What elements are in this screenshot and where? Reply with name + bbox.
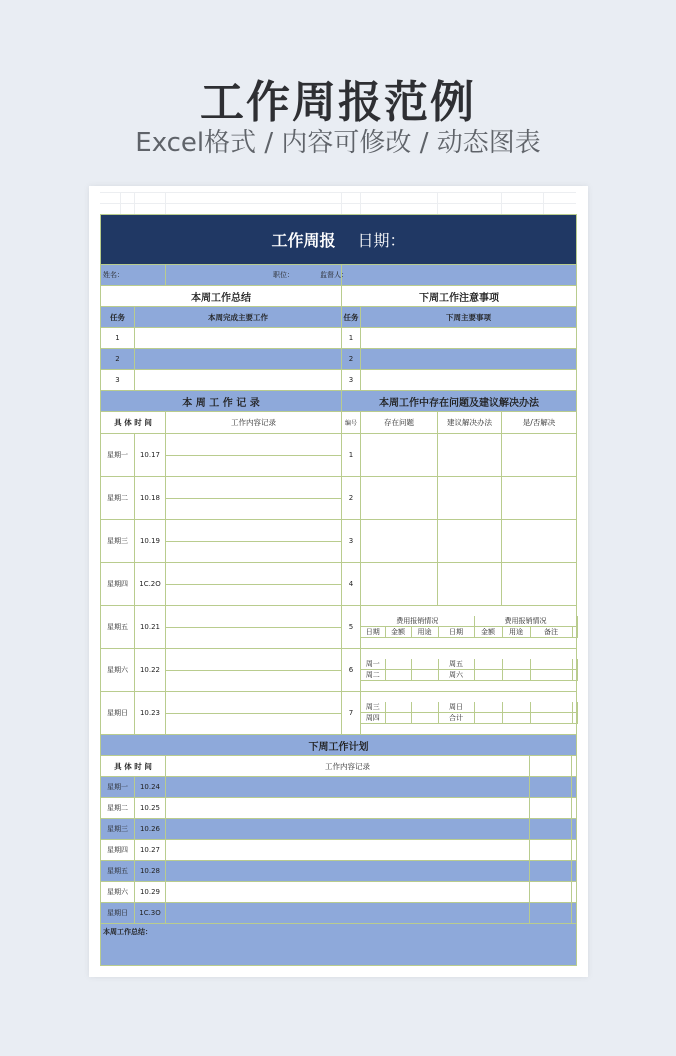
next-plan-content-header: 工作内容记录 [166, 756, 530, 777]
expense-day-left: 周四 [361, 713, 385, 724]
exp-col-use: 用途 [411, 627, 438, 638]
plan-extra[interactable] [530, 861, 572, 882]
plan-date: 10.24 [135, 777, 166, 798]
record-line-top[interactable] [166, 498, 341, 499]
weekly-report-table [100, 214, 577, 966]
record-date: 10.18 [135, 477, 166, 520]
record-content[interactable] [166, 649, 342, 692]
expense-cell[interactable] [474, 713, 502, 724]
issue-no: 4 [342, 563, 361, 606]
next-plan-row [101, 861, 577, 882]
spreadsheet-grid-top [100, 192, 576, 214]
record-row [101, 477, 577, 520]
expense-block [361, 649, 577, 692]
plan-extra[interactable] [572, 882, 577, 903]
solution-cell[interactable] [438, 434, 502, 477]
plan-extra[interactable] [530, 882, 572, 903]
plan-content[interactable] [166, 819, 530, 840]
plan-extra[interactable] [572, 840, 577, 861]
plan-extra[interactable] [530, 819, 572, 840]
expense-cell[interactable] [411, 670, 438, 681]
plan-date: 1C.3O [135, 903, 166, 924]
record-content[interactable] [166, 692, 342, 735]
record-date: 10.22 [135, 649, 166, 692]
no-col-header: 编号 [342, 412, 361, 434]
issue-no: 6 [342, 649, 361, 692]
plan-extra[interactable] [572, 777, 577, 798]
expense-day-left: 周一 [361, 659, 385, 670]
summary-row-no: 1 [101, 328, 135, 349]
supervisor-field[interactable] [320, 265, 577, 286]
issue-col-header: 存在问题 [361, 412, 438, 434]
date-label: 日期： [357, 231, 406, 250]
expense-cell[interactable] [474, 659, 502, 670]
exp-col-amount: 金额 [474, 627, 502, 638]
plan-extra[interactable] [572, 798, 577, 819]
exp-col-remark: 备注 [530, 627, 572, 638]
solution-cell[interactable] [438, 520, 502, 563]
exp-col-date: 日期 [438, 627, 474, 638]
record-content[interactable] [166, 563, 342, 606]
expense-cell[interactable] [385, 670, 411, 681]
record-day: 星期三 [101, 520, 135, 563]
plan-day: 星期日 [101, 903, 135, 924]
expense-cell[interactable] [474, 670, 502, 681]
record-date: 10.19 [135, 520, 166, 563]
task-col-header: 任务 [101, 307, 135, 328]
record-row [101, 692, 577, 735]
issue-no: 3 [342, 520, 361, 563]
issue-cell[interactable] [361, 434, 438, 477]
position-field[interactable] [166, 265, 342, 286]
plan-extra[interactable] [572, 861, 577, 882]
exp-spacer [572, 627, 577, 638]
notes-row-no: 2 [342, 349, 361, 370]
plan-content[interactable] [166, 777, 530, 798]
record-day: 星期六 [101, 649, 135, 692]
record-date: 10.17 [135, 434, 166, 477]
next-plan-extra-col [530, 756, 572, 777]
record-row [101, 649, 577, 692]
exp-col-date: 日期 [361, 627, 385, 638]
expense-cell[interactable] [502, 659, 530, 670]
plan-extra[interactable] [530, 840, 572, 861]
next-plan-row [101, 882, 577, 903]
notes-cell[interactable] [361, 370, 577, 391]
issue-no: 1 [342, 434, 361, 477]
supervisor-label: 监督人： [320, 271, 348, 279]
expense-block [361, 692, 577, 735]
name-field[interactable]: 姓名： [101, 265, 166, 286]
expense-cell[interactable] [411, 713, 438, 724]
notes-cell[interactable] [361, 349, 577, 370]
record-day: 星期一 [101, 434, 135, 477]
main-done-header: 本周完成主要工作 [135, 307, 342, 328]
summary-cell[interactable] [135, 370, 342, 391]
expense-cell[interactable] [502, 670, 530, 681]
record-line-top[interactable] [166, 455, 341, 456]
record-line-top[interactable] [166, 670, 341, 671]
record-day: 星期二 [101, 477, 135, 520]
expense-cell[interactable] [530, 702, 572, 713]
issue-cell[interactable] [361, 563, 438, 606]
record-content[interactable] [166, 520, 342, 563]
next-plan-row [101, 903, 577, 924]
plan-extra[interactable] [572, 819, 577, 840]
next-plan-row [101, 777, 577, 798]
expense-cell[interactable] [530, 659, 572, 670]
week-summary-field[interactable]: 本周工作总结： [101, 924, 577, 966]
plan-content[interactable] [166, 882, 530, 903]
plan-date: 10.29 [135, 882, 166, 903]
expense-day-right: 合计 [438, 713, 474, 724]
next-plan-time-header: 具 体 时 间 [101, 756, 166, 777]
record-line-top[interactable] [166, 541, 341, 542]
task-col-header-right: 任务 [342, 307, 361, 328]
expense-cell[interactable] [411, 659, 438, 670]
plan-content[interactable] [166, 798, 530, 819]
expense-cell[interactable] [411, 702, 438, 713]
expense-day-left: 周二 [361, 670, 385, 681]
summary-title: 本周工作总结 [101, 286, 342, 307]
record-row [101, 563, 577, 606]
plan-date: 10.28 [135, 861, 166, 882]
next-plan-row [101, 819, 577, 840]
expense-title-left: 费用报销情况 [361, 616, 474, 627]
plan-day: 星期三 [101, 819, 135, 840]
record-date: 1C.2O [135, 563, 166, 606]
plan-content[interactable] [166, 903, 530, 924]
plan-day: 星期四 [101, 840, 135, 861]
expense-day-left: 周三 [361, 702, 385, 713]
expense-day-right: 周五 [438, 659, 474, 670]
plan-extra[interactable] [530, 903, 572, 924]
issue-no: 2 [342, 477, 361, 520]
plan-day: 星期五 [101, 861, 135, 882]
exp-col-use: 用途 [502, 627, 530, 638]
plan-extra[interactable] [530, 798, 572, 819]
next-notes-title: 下周工作注意事项 [342, 286, 577, 307]
next-plan-row [101, 798, 577, 819]
record-day: 星期日 [101, 692, 135, 735]
plan-content[interactable] [166, 840, 530, 861]
content-col-header: 工作内容记录 [166, 412, 342, 434]
plan-extra[interactable] [530, 777, 572, 798]
record-row [101, 606, 577, 649]
next-plan-extra-col [572, 756, 577, 777]
next-plan-title: 下周工作计划 [101, 735, 577, 756]
notes-cell[interactable] [361, 328, 577, 349]
hero-subtitle: Excel格式 / 内容可修改 / 动态图表 [135, 128, 541, 158]
plan-day: 星期二 [101, 798, 135, 819]
exp-spacer [572, 670, 577, 681]
record-title: 本 周 工 作 记 录 [101, 391, 342, 412]
record-content[interactable] [166, 477, 342, 520]
expense-cell[interactable] [385, 659, 411, 670]
solution-col-header: 建议解决办法 [438, 412, 502, 434]
plan-content[interactable] [166, 861, 530, 882]
report-title: 工作周报 [271, 231, 336, 250]
plan-date: 10.27 [135, 840, 166, 861]
resolved-cell[interactable] [502, 520, 577, 563]
record-line-top[interactable] [166, 713, 341, 714]
exp-col-amount: 金额 [385, 627, 411, 638]
notes-row-no: 1 [342, 328, 361, 349]
plan-date: 10.25 [135, 798, 166, 819]
summary-cell[interactable] [135, 328, 342, 349]
time-col-header: 具 体 时 间 [101, 412, 166, 434]
expense-title-right: 费用报销情况 [474, 616, 577, 627]
expense-day-right: 周六 [438, 670, 474, 681]
exp-spacer [572, 713, 577, 724]
solution-cell[interactable] [438, 563, 502, 606]
next-main-header: 下周主要事项 [361, 307, 577, 328]
next-plan-row [101, 840, 577, 861]
position-label: 职位： [273, 271, 294, 279]
issue-no: 7 [342, 692, 361, 735]
expense-cell[interactable] [502, 713, 530, 724]
issue-cell[interactable] [361, 477, 438, 520]
plan-day: 星期六 [101, 882, 135, 903]
record-date: 10.21 [135, 606, 166, 649]
notes-row-no: 3 [342, 370, 361, 391]
record-day: 星期四 [101, 563, 135, 606]
report-header [101, 215, 577, 265]
summary-cell[interactable] [135, 349, 342, 370]
expense-cell[interactable] [530, 670, 572, 681]
solution-cell[interactable] [438, 477, 502, 520]
record-line-top[interactable] [166, 627, 341, 628]
record-date: 10.23 [135, 692, 166, 735]
issue-no: 5 [342, 606, 361, 649]
issues-title: 本周工作中存在问题及建议解决办法 [342, 391, 577, 412]
expense-block [361, 606, 577, 649]
record-day: 星期五 [101, 606, 135, 649]
hero-title: 工作周报范例 [200, 77, 476, 128]
exp-spacer [572, 659, 577, 670]
expense-day-right: 周日 [438, 702, 474, 713]
expense-cell[interactable] [385, 713, 411, 724]
expense-cell[interactable] [502, 702, 530, 713]
record-row [101, 520, 577, 563]
issue-cell[interactable] [361, 520, 438, 563]
resolved-cell[interactable] [502, 563, 577, 606]
plan-date: 10.26 [135, 819, 166, 840]
summary-row-no: 2 [101, 349, 135, 370]
summary-row-no: 3 [101, 370, 135, 391]
record-line-top[interactable] [166, 584, 341, 585]
record-row [101, 434, 577, 477]
resolved-cell[interactable] [502, 434, 577, 477]
record-content[interactable] [166, 434, 342, 477]
record-content[interactable] [166, 606, 342, 649]
expense-cell[interactable] [385, 702, 411, 713]
expense-cell[interactable] [474, 702, 502, 713]
plan-extra[interactable] [572, 903, 577, 924]
resolved-cell[interactable] [502, 477, 577, 520]
exp-spacer [572, 702, 577, 713]
plan-day: 星期一 [101, 777, 135, 798]
resolved-col-header: 是/否解决 [502, 412, 577, 434]
expense-cell[interactable] [530, 713, 572, 724]
